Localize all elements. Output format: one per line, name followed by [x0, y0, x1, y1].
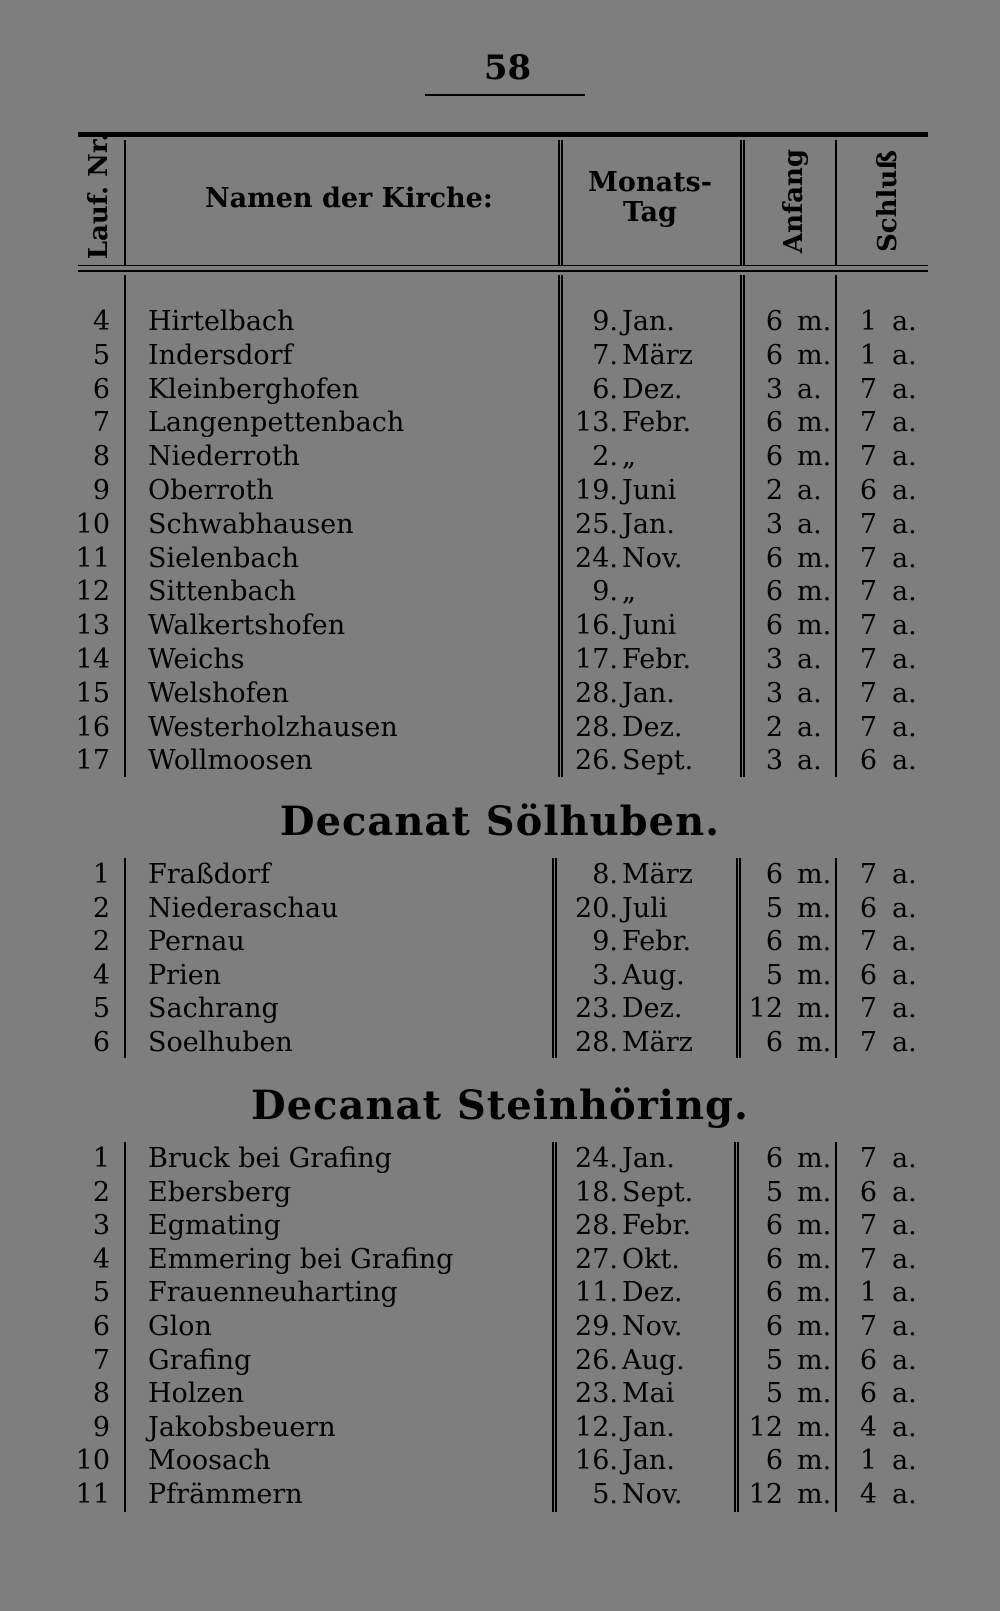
- church-name: Wollmoosen: [148, 745, 313, 777]
- church-name: Frauenneuharting: [148, 1277, 398, 1309]
- date-month: Sept.: [622, 745, 694, 777]
- start-period: m.: [797, 1210, 832, 1242]
- end-period: a.: [892, 1277, 917, 1309]
- date-day: 28.: [575, 677, 618, 709]
- start-period: m.: [797, 1143, 832, 1174]
- start-time: 5: [765, 959, 783, 991]
- start-period: m.: [797, 542, 832, 574]
- start-time: 6: [765, 1445, 783, 1477]
- date-day: 29.: [575, 1311, 618, 1342]
- row-number: 9: [92, 475, 110, 506]
- church-name: Sachrang: [148, 993, 279, 1025]
- row-number: 2: [92, 926, 110, 958]
- end-time: 7: [859, 441, 877, 473]
- start-period: a.: [797, 711, 822, 743]
- church-name: Hirtelbach: [148, 306, 295, 337]
- start-period: m.: [797, 892, 832, 924]
- row-number: 8: [92, 1378, 110, 1410]
- end-period: a.: [892, 745, 917, 777]
- end-time: 7: [859, 677, 877, 709]
- church-name: Glon: [148, 1311, 212, 1342]
- table-row: [0, 373, 1000, 407]
- date-day: 19.: [575, 475, 618, 506]
- start-period: m.: [797, 306, 832, 337]
- row-number: 5: [92, 993, 110, 1025]
- end-period: a.: [892, 892, 917, 924]
- date-month: Dez.: [622, 993, 683, 1025]
- end-period: a.: [892, 373, 917, 405]
- end-time: 7: [859, 542, 877, 574]
- date-month: Jan.: [622, 508, 675, 540]
- end-period: a.: [892, 1479, 917, 1510]
- date-month: Nov.: [622, 1479, 683, 1510]
- row-number: 5: [92, 1277, 110, 1309]
- start-time: 6: [765, 859, 783, 890]
- start-period: m.: [797, 1277, 832, 1309]
- table-row: [0, 643, 1000, 677]
- church-name: Bruck bei Grafing: [148, 1143, 392, 1174]
- end-time: 6: [859, 959, 877, 991]
- row-number: 9: [92, 1411, 110, 1443]
- table-row: [0, 711, 1000, 745]
- end-period: a.: [892, 610, 917, 642]
- date-day: 28.: [575, 711, 618, 743]
- church-name: Westerholzhausen: [148, 711, 398, 743]
- start-period: a.: [797, 745, 822, 777]
- end-time: 6: [859, 892, 877, 924]
- church-name: Fraßdorf: [148, 859, 271, 890]
- date-day: 8.: [592, 859, 618, 890]
- date-month: „: [622, 441, 636, 473]
- table-row: [0, 1176, 1000, 1210]
- date-day: 24.: [575, 542, 618, 574]
- end-period: a.: [892, 441, 917, 473]
- date-month: Jan.: [622, 306, 675, 337]
- end-period: a.: [892, 644, 917, 675]
- row-number: 13: [75, 610, 110, 642]
- end-time: 7: [859, 373, 877, 405]
- row-number: 1: [92, 1143, 110, 1174]
- row-number: 12: [75, 576, 110, 608]
- table-row: [0, 744, 1000, 778]
- end-period: a.: [892, 339, 917, 371]
- table-row: [0, 474, 1000, 508]
- date-month: „: [622, 576, 636, 608]
- row-number: 16: [75, 711, 110, 743]
- row-number: 10: [75, 508, 110, 540]
- end-time: 4: [859, 1479, 877, 1510]
- row-number: 5: [92, 339, 110, 371]
- start-time: 6: [765, 542, 783, 574]
- church-name: Pfrämmern: [148, 1479, 303, 1510]
- end-period: a.: [892, 1243, 917, 1275]
- start-period: m.: [797, 859, 832, 890]
- start-time: 3: [765, 644, 783, 675]
- table-row: [0, 892, 1000, 926]
- row-number: 4: [92, 959, 110, 991]
- row-number: 11: [75, 542, 110, 574]
- table-row: [0, 1411, 1000, 1445]
- start-time: 6: [765, 306, 783, 337]
- end-time: 7: [859, 1243, 877, 1275]
- start-period: m.: [797, 441, 832, 473]
- date-day: 24.: [575, 1143, 618, 1174]
- church-name: Langenpettenbach: [148, 407, 405, 439]
- end-time: 6: [859, 745, 877, 777]
- row-number: 4: [92, 306, 110, 337]
- table-row: [0, 925, 1000, 959]
- row-number: 6: [92, 373, 110, 405]
- date-month: Febr.: [622, 644, 692, 675]
- end-time: 4: [859, 1411, 877, 1443]
- start-period: m.: [797, 339, 832, 371]
- date-month: März: [622, 859, 693, 890]
- end-time: 6: [859, 1176, 877, 1208]
- column-rule: [558, 140, 563, 265]
- end-period: a.: [892, 1344, 917, 1376]
- date-day: 7.: [592, 339, 618, 371]
- church-name: Kleinberghofen: [148, 373, 360, 405]
- table-row: [0, 1243, 1000, 1277]
- end-time: 7: [859, 711, 877, 743]
- table-row: [0, 1142, 1000, 1176]
- end-period: a.: [892, 959, 917, 991]
- row-number: 7: [92, 1344, 110, 1376]
- church-name: Weichs: [148, 644, 245, 675]
- start-time: 5: [765, 1378, 783, 1410]
- church-name: Niederaschau: [148, 892, 339, 924]
- date-month: Jan.: [622, 677, 675, 709]
- church-name: Grafing: [148, 1344, 252, 1376]
- date-day: 3.: [592, 959, 618, 991]
- end-period: a.: [892, 677, 917, 709]
- end-period: a.: [892, 1445, 917, 1477]
- date-day: 13.: [575, 407, 618, 439]
- table-row: [0, 339, 1000, 373]
- start-time: 3: [765, 745, 783, 777]
- church-name: Pernau: [148, 926, 245, 958]
- end-period: a.: [892, 407, 917, 439]
- date-month: Jan.: [622, 1445, 675, 1477]
- page-number-rule: [425, 94, 585, 96]
- header-col-start: Anfang: [779, 148, 809, 254]
- date-month: Juni: [622, 610, 677, 642]
- date-day: 11.: [575, 1277, 618, 1309]
- date-day: 17.: [575, 644, 618, 675]
- start-period: m.: [797, 959, 832, 991]
- end-time: 7: [859, 508, 877, 540]
- end-period: a.: [892, 859, 917, 890]
- start-time: 6: [765, 339, 783, 371]
- date-month: Nov.: [622, 542, 683, 574]
- end-time: 7: [859, 610, 877, 642]
- start-period: m.: [797, 1445, 832, 1477]
- section-title: Decanat Sölhuben.: [279, 798, 721, 845]
- church-name: Sielenbach: [148, 542, 300, 574]
- start-time: 6: [765, 1143, 783, 1174]
- date-month: Febr.: [622, 926, 692, 958]
- date-day: 9.: [592, 926, 618, 958]
- start-time: 6: [765, 407, 783, 439]
- date-month: Dez.: [622, 373, 683, 405]
- table-row: [0, 1310, 1000, 1344]
- date-month: Juli: [622, 892, 668, 924]
- end-time: 7: [859, 644, 877, 675]
- church-name: Welshofen: [148, 677, 290, 709]
- start-period: m.: [797, 407, 832, 439]
- date-day: 12.: [575, 1411, 618, 1443]
- table-row: [0, 1276, 1000, 1310]
- table-row: [0, 305, 1000, 339]
- end-period: a.: [892, 1210, 917, 1242]
- header-col-date: [565, 168, 735, 228]
- row-number: 14: [75, 644, 110, 675]
- date-day: 2.: [592, 441, 618, 473]
- date-month: Jan.: [622, 1411, 675, 1443]
- end-period: a.: [892, 1027, 917, 1058]
- date-month: Nov.: [622, 1311, 683, 1342]
- start-time: 6: [765, 1210, 783, 1242]
- start-time: 6: [765, 610, 783, 642]
- date-day: 18.: [575, 1176, 618, 1208]
- start-time: 6: [765, 1243, 783, 1275]
- table-row: [0, 1344, 1000, 1378]
- start-period: m.: [797, 1411, 832, 1443]
- date-month: Sept.: [622, 1176, 694, 1208]
- start-period: a.: [797, 475, 822, 506]
- end-time: 1: [859, 1277, 877, 1309]
- end-period: a.: [892, 993, 917, 1025]
- date-day: 25.: [575, 508, 618, 540]
- date-month: Juni: [622, 475, 677, 506]
- church-name: Emmering bei Grafing: [148, 1243, 454, 1275]
- row-number: 2: [92, 1176, 110, 1208]
- row-number: 2: [92, 892, 110, 924]
- start-time: 3: [765, 677, 783, 709]
- start-time: 12: [748, 1479, 783, 1510]
- church-name: Niederroth: [148, 441, 300, 473]
- end-period: a.: [892, 576, 917, 608]
- table-row: [0, 440, 1000, 474]
- row-number: 4: [92, 1243, 110, 1275]
- row-number: 15: [75, 677, 110, 709]
- date-month: Okt.: [622, 1243, 680, 1275]
- table-row: [0, 542, 1000, 576]
- table-row: [0, 677, 1000, 711]
- church-name: Moosach: [148, 1445, 271, 1477]
- date-month: Febr.: [622, 407, 692, 439]
- date-month: Aug.: [622, 1344, 685, 1376]
- end-period: a.: [892, 306, 917, 337]
- start-time: 6: [765, 576, 783, 608]
- row-number: 11: [75, 1479, 110, 1510]
- church-name: Sittenbach: [148, 576, 297, 608]
- row-number: 6: [92, 1311, 110, 1342]
- end-period: a.: [892, 1378, 917, 1410]
- end-time: 7: [859, 1143, 877, 1174]
- church-name: Holzen: [148, 1378, 245, 1410]
- date-month: März: [622, 1027, 693, 1058]
- table-row: [0, 1444, 1000, 1478]
- table-header-rule-top: [78, 132, 928, 137]
- start-time: 2: [765, 475, 783, 506]
- church-name: Walkertshofen: [148, 610, 346, 642]
- table-row: [0, 959, 1000, 993]
- end-period: a.: [892, 1411, 917, 1443]
- start-period: m.: [797, 993, 832, 1025]
- start-time: 12: [748, 993, 783, 1025]
- church-name: Jakobsbeuern: [148, 1411, 336, 1443]
- table-row: [0, 406, 1000, 440]
- table-row: [0, 508, 1000, 542]
- date-month: Aug.: [622, 959, 685, 991]
- end-period: a.: [892, 542, 917, 574]
- end-period: a.: [892, 475, 917, 506]
- table-row: [0, 575, 1000, 609]
- date-month: Febr.: [622, 1210, 692, 1242]
- column-rule: [835, 140, 837, 265]
- start-period: m.: [797, 1176, 832, 1208]
- church-name: Indersdorf: [148, 339, 293, 371]
- start-time: 2: [765, 711, 783, 743]
- table-row: [0, 1209, 1000, 1243]
- start-period: a.: [797, 373, 822, 405]
- start-time: 5: [765, 892, 783, 924]
- date-day: 28.: [575, 1210, 618, 1242]
- church-name: Schwabhausen: [148, 508, 354, 540]
- table-header-rule-bottom-thick: [78, 270, 928, 272]
- row-number: 10: [75, 1445, 110, 1477]
- header-col-name: Namen der Kirche:: [205, 183, 493, 214]
- start-time: 6: [765, 926, 783, 958]
- end-time: 7: [859, 1027, 877, 1058]
- date-day: 6.: [592, 373, 618, 405]
- date-day: 16.: [575, 1445, 618, 1477]
- date-day: 20.: [575, 892, 618, 924]
- end-time: 7: [859, 993, 877, 1025]
- date-month: Jan.: [622, 1143, 675, 1174]
- start-period: a.: [797, 677, 822, 709]
- column-rule: [124, 140, 126, 265]
- row-number: 8: [92, 441, 110, 473]
- row-number: 3: [92, 1210, 110, 1242]
- section-title: Decanat Steinhöring.: [251, 1082, 749, 1129]
- date-day: 5.: [592, 1479, 618, 1510]
- date-day: 27.: [575, 1243, 618, 1275]
- column-rule: [740, 140, 745, 265]
- header-col-date-line2: Tag: [623, 197, 677, 228]
- end-time: 6: [859, 1344, 877, 1376]
- end-time: 7: [859, 576, 877, 608]
- start-time: 5: [765, 1344, 783, 1376]
- church-name: Oberroth: [148, 475, 274, 506]
- end-time: 7: [859, 859, 877, 890]
- end-period: a.: [892, 926, 917, 958]
- start-time: 3: [765, 508, 783, 540]
- end-period: a.: [892, 1311, 917, 1342]
- table-row: [0, 609, 1000, 643]
- date-month: Dez.: [622, 711, 683, 743]
- start-period: m.: [797, 1243, 832, 1275]
- end-period: a.: [892, 711, 917, 743]
- table-row: [0, 1026, 1000, 1060]
- start-period: m.: [797, 610, 832, 642]
- start-time: 12: [748, 1411, 783, 1443]
- end-period: a.: [892, 508, 917, 540]
- end-period: a.: [892, 1176, 917, 1208]
- end-time: 1: [859, 339, 877, 371]
- date-day: 9.: [592, 306, 618, 337]
- page-number: 58: [483, 48, 532, 88]
- end-time: 7: [859, 926, 877, 958]
- date-month: Mai: [622, 1378, 675, 1410]
- table-header-rule-bottom: [78, 265, 928, 266]
- table-row: [0, 992, 1000, 1026]
- end-time: 6: [859, 1378, 877, 1410]
- start-time: 6: [765, 1311, 783, 1342]
- table-row: [0, 858, 1000, 892]
- start-period: m.: [797, 1479, 832, 1510]
- date-day: 26.: [575, 745, 618, 777]
- end-period: a.: [892, 1143, 917, 1174]
- church-name: Soelhuben: [148, 1027, 293, 1058]
- end-time: 6: [859, 475, 877, 506]
- start-time: 5: [765, 1176, 783, 1208]
- header-col-number: Lauf. Nr.: [84, 132, 114, 260]
- start-period: a.: [797, 508, 822, 540]
- row-number: 6: [92, 1027, 110, 1058]
- start-period: m.: [797, 1027, 832, 1058]
- end-time: 7: [859, 1210, 877, 1242]
- date-day: 26.: [575, 1344, 618, 1376]
- table-row: [0, 1478, 1000, 1512]
- start-time: 3: [765, 373, 783, 405]
- date-day: 9.: [592, 576, 618, 608]
- church-name: Egmating: [148, 1210, 281, 1242]
- row-number: 7: [92, 407, 110, 439]
- date-day: 16.: [575, 610, 618, 642]
- start-period: a.: [797, 644, 822, 675]
- row-number: 1: [92, 859, 110, 890]
- end-time: 7: [859, 407, 877, 439]
- date-day: 28.: [575, 1027, 618, 1058]
- date-month: März: [622, 339, 693, 371]
- start-period: m.: [797, 1311, 832, 1342]
- end-time: 1: [859, 306, 877, 337]
- row-number: 17: [75, 745, 110, 777]
- end-time: 1: [859, 1445, 877, 1477]
- start-period: m.: [797, 926, 832, 958]
- church-name: Prien: [148, 959, 222, 991]
- header-col-end: Schluß: [873, 149, 903, 253]
- start-period: m.: [797, 576, 832, 608]
- start-period: m.: [797, 1378, 832, 1410]
- start-time: 6: [765, 1277, 783, 1309]
- start-period: m.: [797, 1344, 832, 1376]
- start-time: 6: [765, 441, 783, 473]
- end-time: 7: [859, 1311, 877, 1342]
- header-col-date-line1: Monats-: [588, 167, 712, 198]
- date-month: Dez.: [622, 1277, 683, 1309]
- table-row: [0, 1377, 1000, 1411]
- date-day: 23.: [575, 993, 618, 1025]
- date-day: 23.: [575, 1378, 618, 1410]
- start-time: 6: [765, 1027, 783, 1058]
- church-name: Ebersberg: [148, 1176, 292, 1208]
